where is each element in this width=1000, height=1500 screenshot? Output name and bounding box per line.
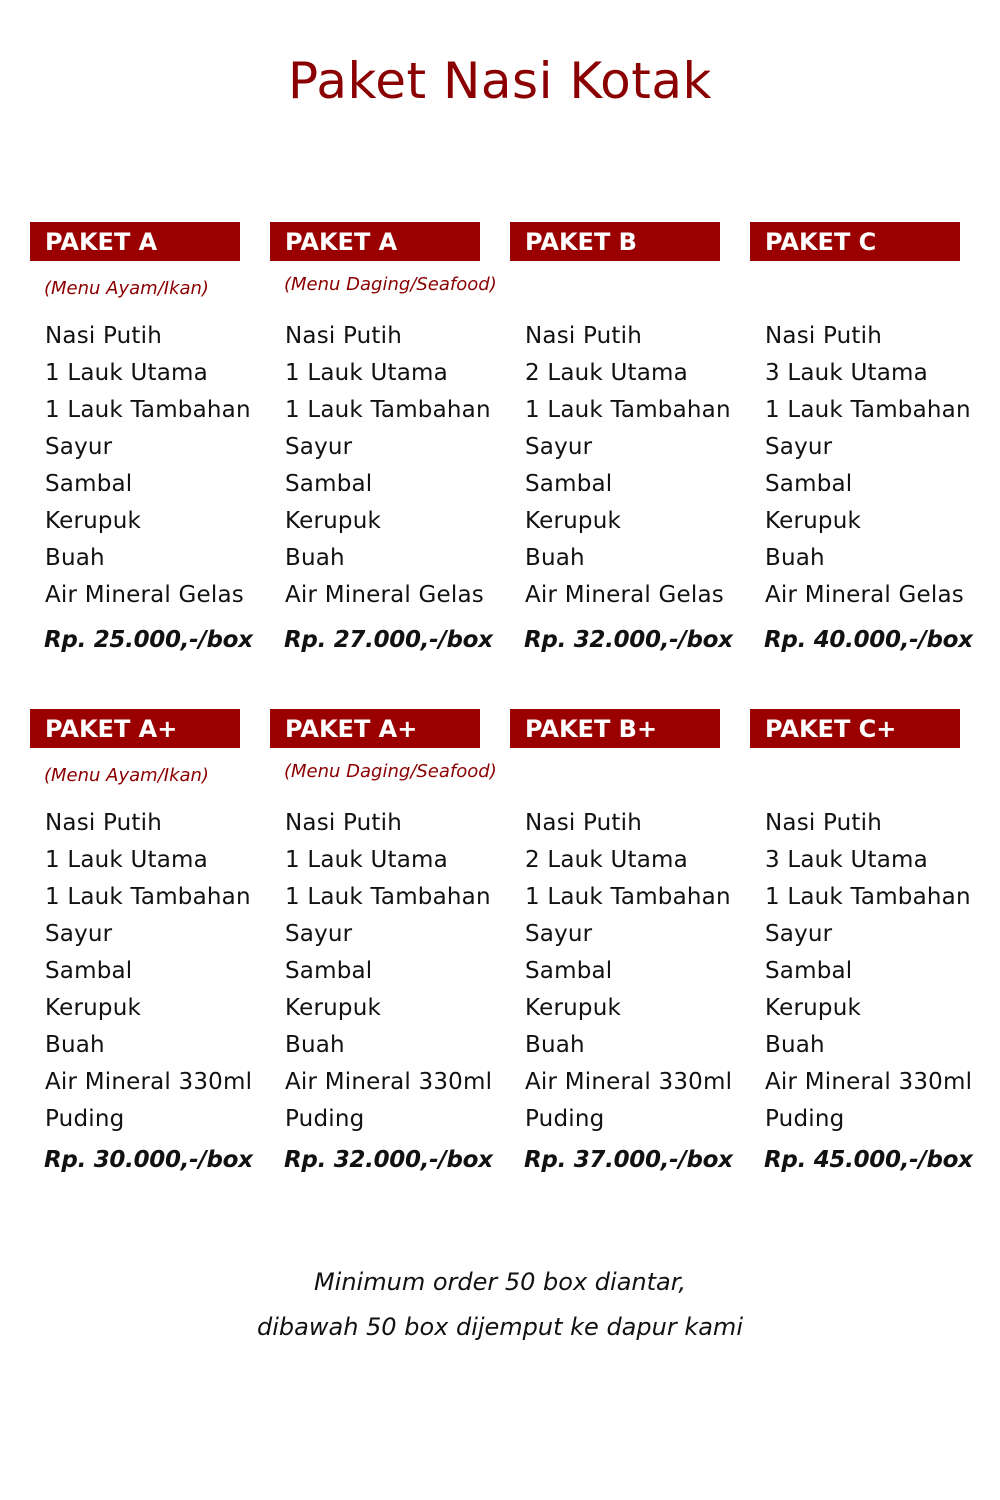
list-item: Kerupuk [45,508,142,534]
list-item: Nasi Putih [45,323,163,349]
package-price: Rp. 27.000,-/box [284,627,493,653]
list-item: Kerupuk [525,995,622,1021]
list-item: Nasi Putih [45,810,163,836]
list-item: Air Mineral 330ml [45,1069,253,1095]
package-price: Rp. 32.000,-/box [524,627,733,653]
list-item: Sambal [45,958,133,984]
list-item: Air Mineral 330ml [525,1069,733,1095]
list-item: Nasi Putih [285,323,403,349]
list-item: Buah [525,545,585,571]
list-item: Sayur [45,434,113,460]
list-item: Air Mineral Gelas [525,582,724,608]
list-item: Sayur [765,434,833,460]
package-item-list [765,318,971,614]
package-price: Rp. 25.000,-/box [44,627,253,653]
list-item: Nasi Putih [525,323,643,349]
package-name: PAKET A [270,222,480,261]
footer-note-line-1: Minimum order 50 box diantar, [313,1268,687,1296]
list-item: Buah [525,1032,585,1058]
list-item: Sayur [285,921,353,947]
package-price: Rp. 37.000,-/box [524,1147,733,1173]
list-item: Nasi Putih [765,323,883,349]
package-name: PAKET B [510,222,720,261]
list-item: Sayur [285,434,353,460]
list-item: Sambal [525,471,613,497]
list-item: Air Mineral 330ml [765,1069,973,1095]
package-name: PAKET C [750,222,960,261]
package-name: PAKET A+ [270,709,480,748]
package-name: PAKET A [30,222,240,261]
package-item-list [525,805,732,1138]
list-item: 1 Lauk Tambahan [765,884,971,910]
list-item: Air Mineral 330ml [285,1069,493,1095]
package-name: PAKET C+ [750,709,960,748]
list-item: Air Mineral Gelas [765,582,964,608]
list-item: Kerupuk [765,508,862,534]
package-subtitle: (Menu Daging/Seafood) [284,274,497,295]
list-item: 1 Lauk Tambahan [285,397,491,423]
list-item: Buah [45,1032,105,1058]
list-item: Sambal [525,958,613,984]
list-item: Buah [285,545,345,571]
list-item: 1 Lauk Tambahan [285,884,491,910]
package-row-standard [0,222,1000,702]
list-item: 1 Lauk Tambahan [525,884,731,910]
list-item: Kerupuk [765,995,862,1021]
list-item: Sayur [525,434,593,460]
list-item: Sayur [45,921,113,947]
list-item: Kerupuk [285,508,382,534]
list-item: Nasi Putih [285,810,403,836]
list-item: 3 Lauk Utama [765,847,928,873]
list-item: Sambal [285,958,373,984]
package-price: Rp. 45.000,-/box [764,1147,973,1173]
list-item: Puding [285,1106,365,1132]
page-title: Paket Nasi Kotak [288,52,712,110]
list-item: 1 Lauk Tambahan [525,397,731,423]
list-item: Sambal [285,471,373,497]
list-item: Puding [45,1106,125,1132]
package-subtitle: (Menu Ayam/Ikan) [44,278,209,299]
list-item: 2 Lauk Utama [525,847,688,873]
list-item: 1 Lauk Utama [45,360,208,386]
package-price: Rp. 32.000,-/box [284,1147,493,1173]
list-item: Nasi Putih [525,810,643,836]
package-item-list [525,318,731,614]
package-item-list [45,318,251,614]
package-price: Rp. 40.000,-/box [764,627,973,653]
list-item: Puding [525,1106,605,1132]
package-row-plus [0,709,1000,1189]
list-item: Sayur [525,921,593,947]
footer-note-line-2: dibawah 50 box dijemput ke dapur kami [257,1313,743,1341]
package-subtitle: (Menu Daging/Seafood) [284,761,497,782]
package-subtitle: (Menu Ayam/Ikan) [44,765,209,786]
list-item: 1 Lauk Tambahan [45,884,251,910]
list-item: 2 Lauk Utama [525,360,688,386]
list-item: Kerupuk [525,508,622,534]
list-item: 3 Lauk Utama [765,360,928,386]
list-item: Kerupuk [285,995,382,1021]
list-item: Sayur [765,921,833,947]
list-item: Buah [765,1032,825,1058]
list-item: Air Mineral Gelas [285,582,484,608]
package-item-list [765,805,972,1138]
package-item-list [285,318,491,614]
list-item: 1 Lauk Tambahan [45,397,251,423]
list-item: Sambal [45,471,133,497]
list-item: 1 Lauk Utama [285,847,448,873]
list-item: Puding [765,1106,845,1132]
list-item: Nasi Putih [765,810,883,836]
list-item: Kerupuk [45,995,142,1021]
list-item: Air Mineral Gelas [45,582,244,608]
package-name: PAKET B+ [510,709,720,748]
list-item: Buah [765,545,825,571]
list-item: 1 Lauk Tambahan [765,397,971,423]
list-item: Sambal [765,958,853,984]
list-item: Buah [285,1032,345,1058]
list-item: Sambal [765,471,853,497]
package-price: Rp. 30.000,-/box [44,1147,253,1173]
package-item-list [285,805,492,1138]
list-item: 1 Lauk Utama [45,847,208,873]
list-item: 1 Lauk Utama [285,360,448,386]
package-item-list [45,805,252,1138]
list-item: Buah [45,545,105,571]
package-name: PAKET A+ [30,709,240,748]
